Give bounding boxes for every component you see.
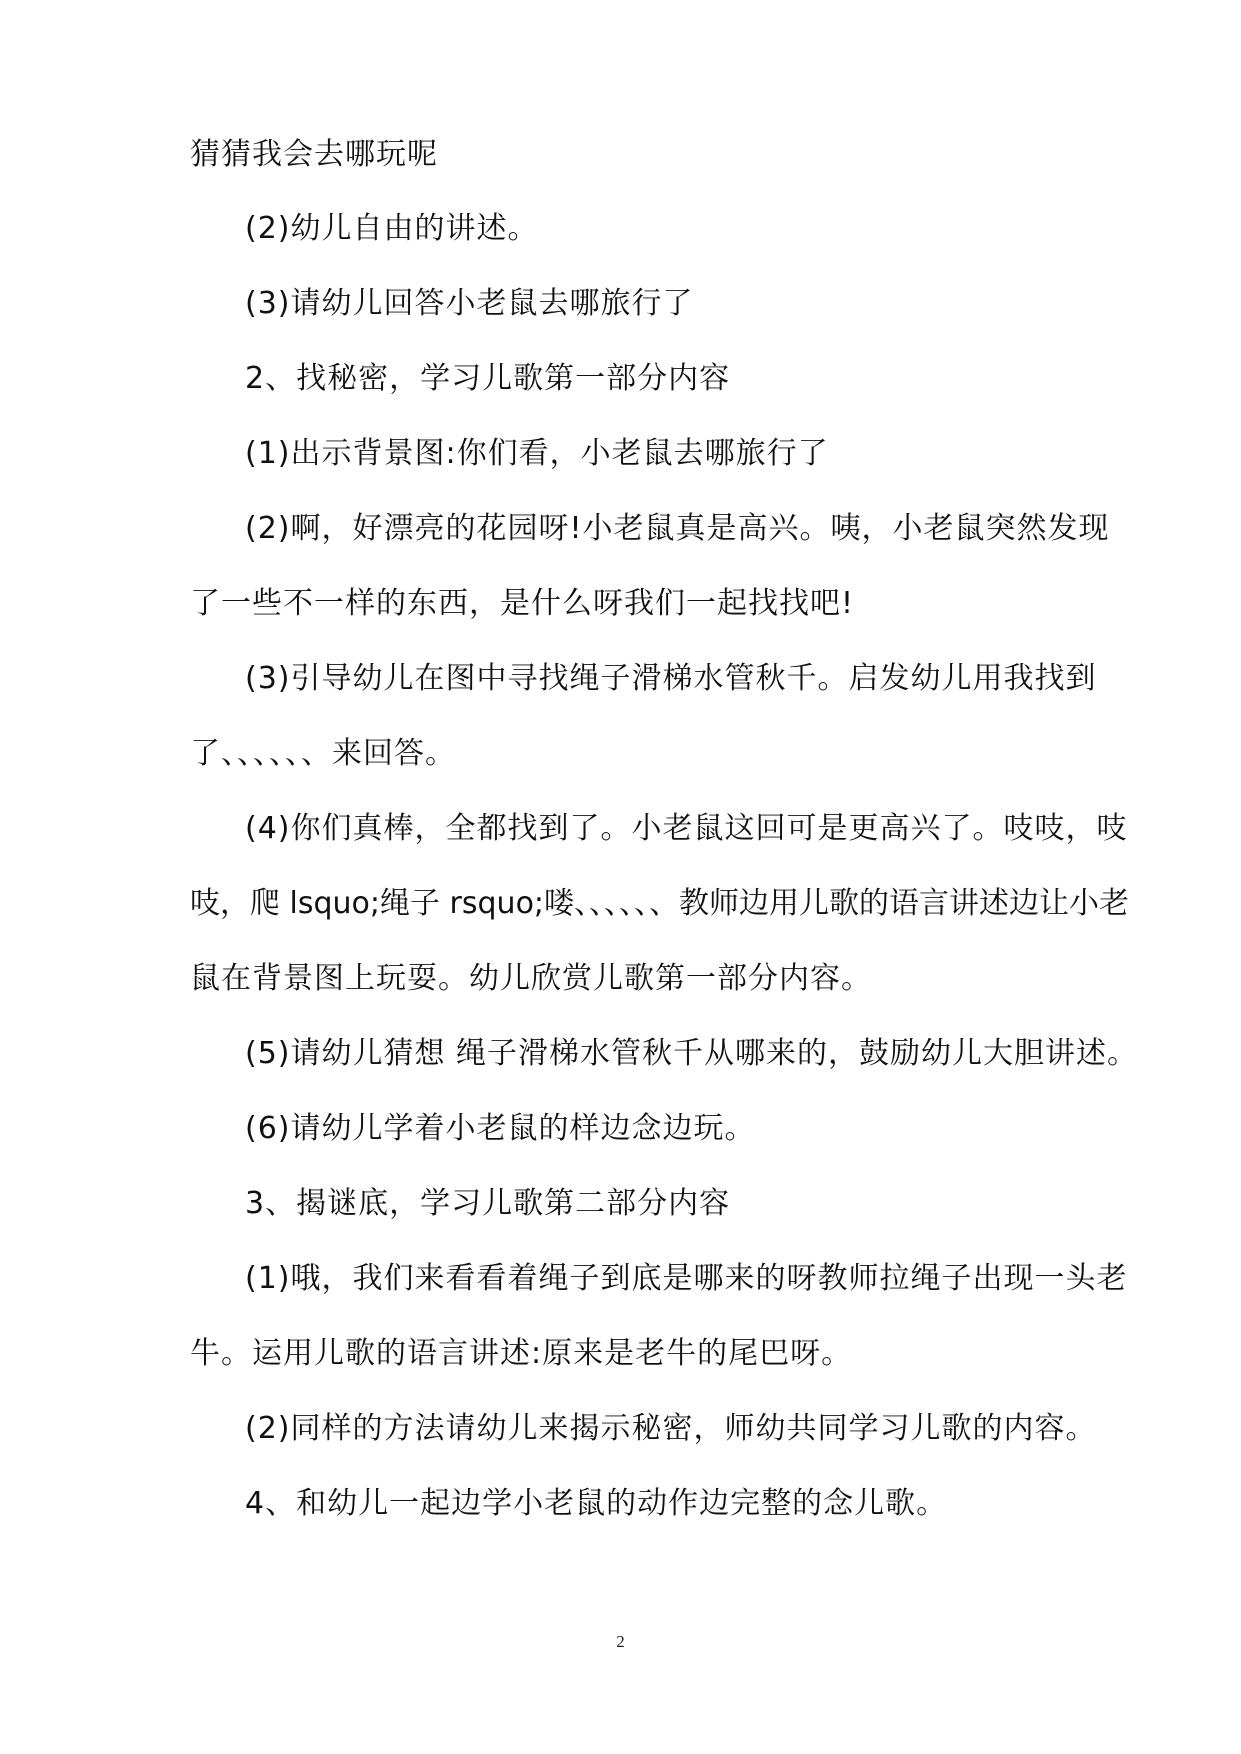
page-number: 2 — [616, 1632, 625, 1651]
text-line: 猜猜我会去哪玩呢 — [190, 137, 438, 172]
text-line: 4、和幼儿一起边学小老鼠的动作边完整的念儿歌。 — [245, 1486, 948, 1521]
text-line: (2)啊，好漂亮的花园呀!小老鼠真是高兴。咦，小老鼠突然发现 — [245, 511, 1110, 546]
text-line: 鼠在背景图上玩耍。幼儿欣赏儿歌第一部分内容。 — [190, 961, 872, 996]
text-line: (4)你们真棒，全都找到了。小老鼠这回可是更高兴了。吱吱，吱 — [245, 811, 1128, 846]
text-line: (5)请幼儿猜想 绳子滑梯水管秋千从哪来的，鼓励幼儿大胆讲述。 — [245, 1036, 1139, 1071]
text-line: 吱，爬 lsquo;绳子 rsquo;喽、、、、、、教师边用儿歌的语言讲述边让小老 — [190, 886, 1130, 921]
text-line: (1)出示背景图:你们看，小老鼠去哪旅行了 — [245, 436, 829, 471]
text-line: 2、找秘密，学习儿歌第一部分内容 — [245, 361, 731, 396]
text-line: (3)引导幼儿在图中寻找绳子滑梯水管秋千。启发幼儿用我找到 — [245, 661, 1097, 696]
text-line: (1)哦，我们来看看着绳子到底是哪来的呀教师拉绳子出现一头老 — [245, 1261, 1128, 1296]
text-line: 了、、、、、、来回答。 — [190, 736, 456, 771]
text-line: (2)同样的方法请幼儿来揭示秘密，师幼共同学习儿歌的内容。 — [245, 1411, 1097, 1446]
text-line: (6)请幼儿学着小老鼠的样边念边玩。 — [245, 1111, 756, 1146]
text-line: (2)幼儿自由的讲述。 — [245, 211, 539, 246]
text-line: 牛。运用儿歌的语言讲述:原来是老牛的尾巴呀。 — [190, 1336, 853, 1371]
text-line: 3、揭谜底，学习儿歌第二部分内容 — [245, 1186, 731, 1221]
text-line: 了一些不一样的东西，是什么呀我们一起找找吧! — [190, 586, 855, 621]
text-line: (3)请幼儿回答小老鼠去哪旅行了 — [245, 286, 694, 321]
